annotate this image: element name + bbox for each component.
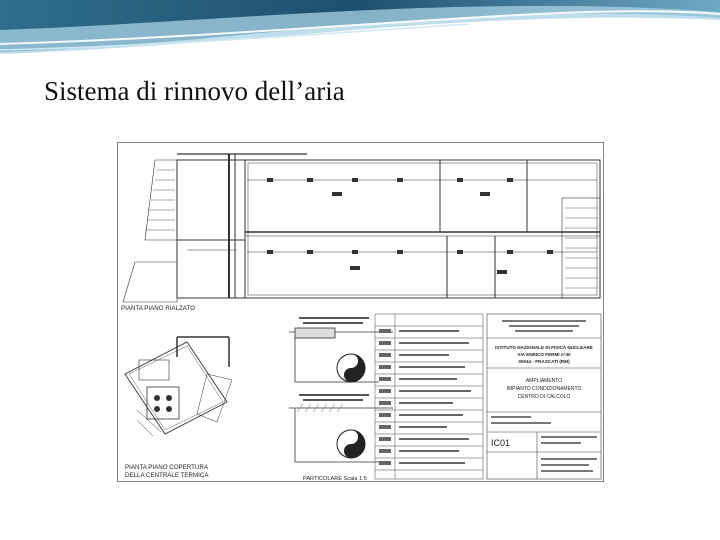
title-block-city: 00044 - FRASCATI (RM) xyxy=(518,359,570,364)
title-block-project-3: CENTRO DI CALCOLO xyxy=(517,394,571,400)
header-banner xyxy=(0,0,720,62)
drawing-code: IC01 xyxy=(491,438,511,448)
detail-label: PARTICOLARE Scala 1:5 xyxy=(303,476,367,482)
slide-title: Sistema di rinnovo dell’aria xyxy=(44,76,345,106)
title-block-institute: ISTITUTO NAZIONALE DI FISICA NUCLEARE xyxy=(495,345,593,350)
title-block-address: VIA ENRICO FERMI n°40 xyxy=(517,352,571,357)
hvac-floor-plan-drawing xyxy=(117,142,604,482)
roof-plan-label-2: DELLA CENTRALE TERMICA xyxy=(125,472,209,479)
title-block-project-1: AMPLIAMENTO xyxy=(525,378,563,384)
roof-plan-label-1: PIANTA PIANO COPERTURA xyxy=(125,464,208,471)
title-block-project-2: IMPIANTO CONDIZIONAMENTO xyxy=(506,386,582,392)
ground-floor-label: PIANTA PIANO RIALZATO xyxy=(121,305,195,312)
